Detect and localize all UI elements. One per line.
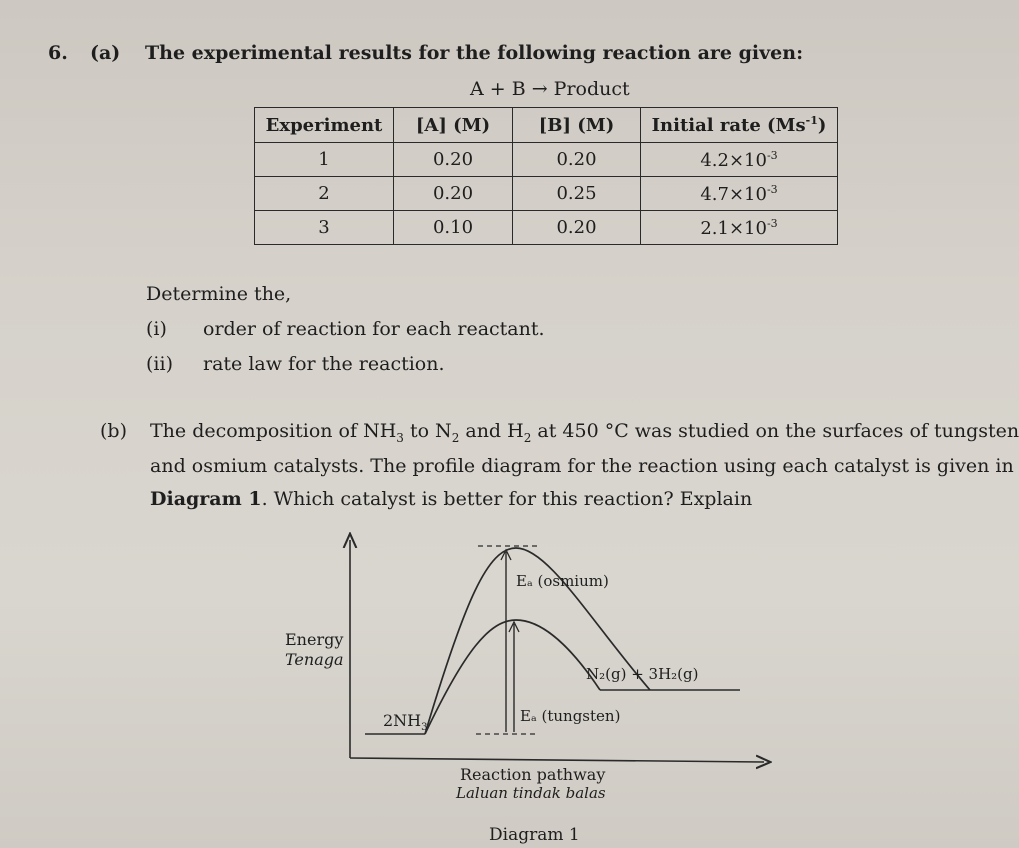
table-cell: 1 (255, 143, 394, 177)
part-a-intro: The experimental results for the following reaction are given: (145, 42, 804, 64)
determine-text: Determine the, (146, 283, 292, 305)
sub-item-text: rate law for the reaction. (203, 353, 445, 375)
part-b-line-2: and osmium catalysts. The profile diagram for the reaction using each catalyst is given in (150, 455, 1014, 477)
reactant-label: $2NH_3$ (383, 711, 428, 734)
table-header-rate: Initial rate $(Ms^{-1})$ (641, 108, 838, 143)
x-axis (350, 758, 764, 762)
table-cell: 0.20 (394, 143, 513, 177)
part-b-label: (b) (100, 420, 127, 442)
sub-item-label: (i) (146, 318, 167, 340)
sub-item-text: order of reaction for each reactant. (203, 318, 545, 340)
x-axis-label-2: Laluan tindak balas (456, 784, 606, 802)
part-b-line-1: The decomposition of $NH_3$ to $N_2$ and $H_2$ at 450 °C was studied on the surfaces of tungsten (150, 420, 1019, 445)
table-cell: 0.10 (394, 211, 513, 245)
table-header: [B] (M) (513, 108, 641, 143)
table-header: [A] (M) (394, 108, 513, 143)
y-axis-label-2: Tenaga (285, 650, 344, 669)
table-cell: 0.25 (513, 177, 641, 211)
table-cell: 0.20 (394, 177, 513, 211)
part-a-label: (a) (90, 42, 121, 64)
sub-item-label: (ii) (146, 353, 173, 375)
products-label: N₂(g) + 3H₂(g) (586, 665, 699, 683)
table-cell: 0.20 (513, 211, 641, 245)
ea-osmium-label: Eₐ (osmium) (516, 572, 609, 590)
table-header: Experiment (255, 108, 394, 143)
table-cell: $2.1\times 10^{-3}$ (641, 211, 838, 245)
table-cell: 3 (255, 211, 394, 245)
diagram-caption: Diagram 1 (489, 825, 580, 845)
table-cell: $4.2\times 10^{-3}$ (641, 143, 838, 177)
ea-tungsten-label: Eₐ (tungsten) (520, 707, 621, 725)
table-cell: 2 (255, 177, 394, 211)
part-b-line-3: Diagram 1. Which catalyst is better for this reaction? Explain (150, 488, 753, 510)
table-cell: 0.20 (513, 143, 641, 177)
x-axis-label-1: Reaction pathway (460, 765, 606, 784)
y-axis-label-1: Energy (285, 630, 344, 649)
question-number: 6. (48, 42, 68, 64)
table-cell: $4.7\times 10^{-3}$ (641, 177, 838, 211)
reaction-equation: A + B → Product (470, 78, 630, 100)
